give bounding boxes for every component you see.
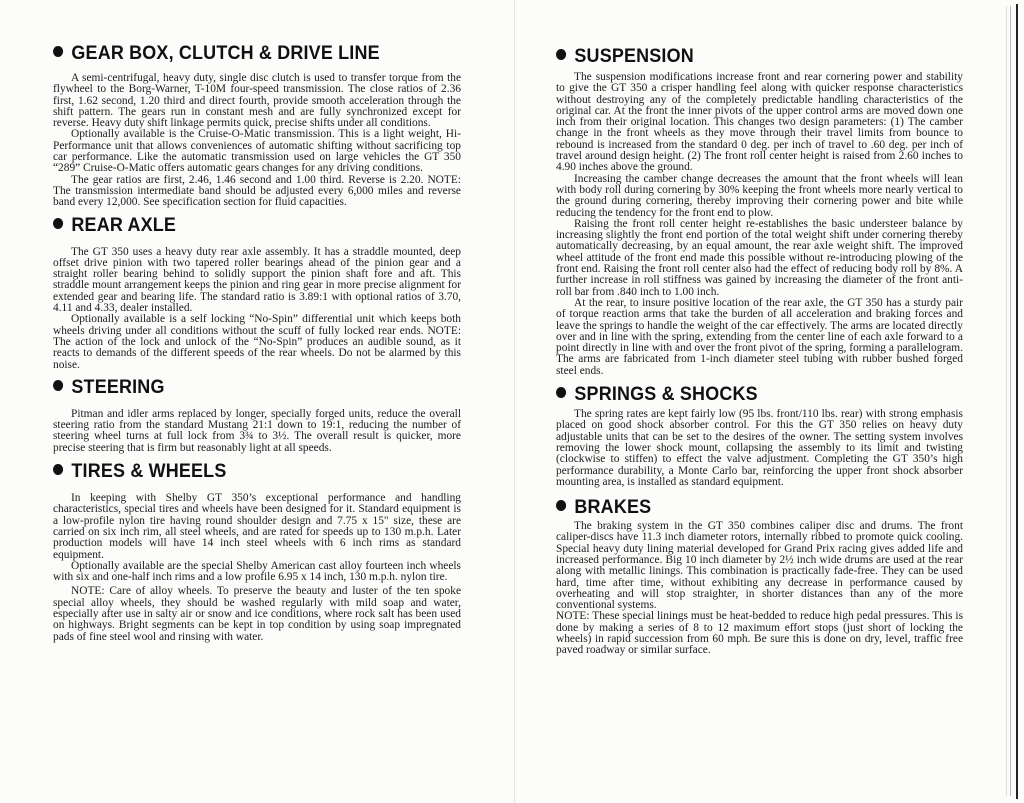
right-page (556, 38, 963, 662)
section-heading: GEAR BOX, CLUTCH & DRIVE LINE (53, 42, 428, 65)
bullet-icon (556, 500, 566, 511)
page-edge (1010, 6, 1011, 796)
paragraph: Pitman and idler arms replaced by longer, specially forged units, reduce the overall steering ratio from the standard Mustang 21:1 down to 19:1, reducing the number of steering wheel turns at full lock from 3¾ to 3½. The overall result is quicker, more precise steering that is firm but reasonably light at all speeds. (53, 407, 461, 454)
page-edge (1006, 6, 1007, 796)
section-heading: BRAKES (556, 496, 930, 519)
section-suspension (556, 45, 963, 377)
paragraph: The suspension modifications increase front and rear cornering power and stability to give the GT 350 a crisper handling feel along with quicker response characteristics without destroying any of the completely predictable handling characteristics of the original car. At the front the inner pivots of the upper control arms are moved down one inch from their original location. This changes two design parameters: (1) The camber change in the front wheels as they move through their travel limits from bounce to rebound is increased from the standard 0 deg. per inch of travel to .60 deg. per inch of travel around design height. (2) The front roll center height is raised from 2.60 inches to 4.90 inches above the ground. (556, 71, 963, 174)
section-heading: SUSPENSION (556, 45, 930, 68)
paragraph: The spring rates are kept fairly low (95 lbs. front/110 lbs. rear) with strong emphasis placed on good shock absorber control. For this the GT 350 relies on heavy duty adjustable units that can be set to the desires of the owner. The setting system involves removing the lower shock mount, collapsing the assembly to its limit and twisting (clockwise to stiffen) to effect the valve adjustment. Completing the GT 350’s high performance durability, a Monte Carlo bar, reinforcing the upper front shock absorber mounting area, is installed as standard equipment. (556, 408, 963, 488)
bullet-icon (53, 380, 63, 391)
bullet-icon (556, 49, 566, 60)
paragraph: NOTE: These special linings must be heat-bedded to reduce high pedal pressures. This is done by making a series of 8 to 12 maximum effort stops (just short of locking the wheels) in rapid succession from 60 mph. Be sure this is done on dry, level, traffic free paved roadway or similar surface. (556, 610, 963, 657)
paragraph: The GT 350 uses a heavy duty rear axle assembly. It has a straddle mounted, deep offset drive pinion with two tapered roller bearings ahead of the pinion gear and a straight roller bearing behind to solidly support the pinion shaft fore and aft. This straddle mount arrangement keeps the pinion and ring gear in more precise alignment for extended gear and bearing life. The standard ratio is 3.89:1 with optional ratios of 3.70, 4.11 and 4.33, dealer installed. (53, 245, 461, 315)
paragraph: Optionally available is the Cruise-O-Matic transmission. This is a light weight, Hi-Performance unit that allows conveniences of automatic shifting without sacrificing top car performance. Like the automatic transmission used on large vehicles the GT 350 “289” Cruise-O-Matic offers automatic gears changes for any driving conditions. (53, 128, 461, 175)
section-heading: TIRES & WHEELS (53, 460, 428, 483)
page-gutter (514, 0, 515, 803)
bullet-icon (53, 218, 63, 229)
paragraph: The gear ratios are first, 2.46, 1.46 second and 1.00 third. Reverse is 2.20. NOTE: The transmission intermediate band should be adjusted every 6,000 miles and reverse band every 12,000. See specification section for fluid capacities. (53, 173, 461, 209)
paragraph: Optionally available are the special Shelby American cast alloy fourteen inch wheels with six and one-half inch rims and a low profile 6.95 x 14 inch, 130 m.p.h. nylon tire. (53, 559, 461, 584)
paragraph: In keeping with Shelby GT 350’s exceptional performance and handling characteristics, special tires and wheels have been designed for it. Standard equipment is a low-profile nylon tire having round shoulder design and 7.75 x 15" size, these are carried on six inch rim, all steel wheels, and are rated for speeds up to 130 m.p.h. Later production models will have 14 inch steel wheels with 6 inch rims as standard equipment. (53, 492, 461, 561)
section-heading: STEERING (53, 376, 428, 399)
paragraph: Optionally available is a self locking “No-Spin” differential unit which keeps both wheels driving under all conditions without the scuff of fully locked rear ends. NOTE: The action of the lock and unlock of the “No-Spin” produces an audible sound, as it reacts to demands of the different speeds of the rear wheels. Do not be alarmed by this noise. (53, 313, 461, 371)
section-rear-axle (53, 214, 461, 371)
paragraph: Increasing the camber change decreases the amount that the front wheels will lean with body roll during cornering by 30% keeping the front wheels more nearly vertical to the ground during cornering, thereby improving their cornering power and bite while reducing the tendency for the front end to plow. (556, 172, 963, 219)
paragraph: The braking system in the GT 350 combines caliper disc and drums. The front caliper-discs have 11.3 inch diameter rotors, internally ribbed to promote quick cooling. Special heavy duty lining material developed for Grand Prix racing gives added life and increased performance. Big 10 inch diameter by 2½ inch wide drums are used at the rear along with metallic linings. This combination is practically fade-free. They can be used hard, time after time, without exhibiting any decrease in performance caused by overheating and will stop straighter, in shorter distances than any of the more conventional systems. (556, 520, 963, 612)
section-steering (53, 376, 461, 454)
section-tires-wheels (53, 460, 461, 643)
paragraph: At the rear, to insure positive location of the rear axle, the GT 350 has a sturdy pair of torque reaction arms that take the burden of all acceleration and braking forces and leave the springs to handle the weight of the car effectively. The arms are located directly over and in line with the spring, extending from the center line of each axle forward to a point directly in line with and over the front pivot of the spring, forming a parallelogram. The arms are fabricated from 1-inch diameter steel tubing with rubber bushed forged steel ends. (556, 296, 963, 377)
section-gear-box (53, 42, 461, 209)
section-heading: REAR AXLE (53, 214, 428, 237)
left-page (53, 38, 461, 648)
paragraph: A semi-centrifugal, heavy duty, single disc clutch is used to transfer torque from the flywheel to the Borg-Warner, T-10M four-speed transmission. The close ratios of 2.36 first, 1.62 second, 1.20 third and direct fourth, provide smooth acceleration through the shift pattern. The gears run in constant mesh and are fully synchronized except for reverse. Heavy duty shift linkage permits quick, precise shifts under all conditions. (53, 72, 461, 130)
bullet-icon (53, 464, 63, 475)
section-heading: SPRINGS & SHOCKS (556, 383, 930, 406)
bullet-icon (556, 387, 566, 398)
page-edge (1016, 4, 1018, 799)
section-springs-shocks (556, 383, 963, 488)
section-brakes (556, 496, 963, 657)
paragraph: Raising the front roll center height re-establishes the basic understeer balance by increasing slightly the front end portion of the total weight shift under cornering thereby automatically decreasing, by an equal amount, the rear axle weight shift. The improved wheel attitude of the front end made this possible without re-introducing plowing of the front end. Raising the front roll center also had the effect of reducing body roll by 8%. A further increase in roll stiffness was gained by increasing the diameter of the front anti-roll bar from .840 inch to 1.00 inch. (556, 217, 963, 298)
bullet-icon (53, 46, 63, 57)
paragraph: NOTE: Care of alloy wheels. To preserve the beauty and luster of the ten spoke special alloy wheels, they should be washed regularly with mild soap and water, especially after use in salty air or snow and ice conditions, where rock salt has been used on highways. Bright segments can be kept in top condition by using soap impregnated pads of fine steel wool and rinsing with water. (53, 585, 461, 643)
